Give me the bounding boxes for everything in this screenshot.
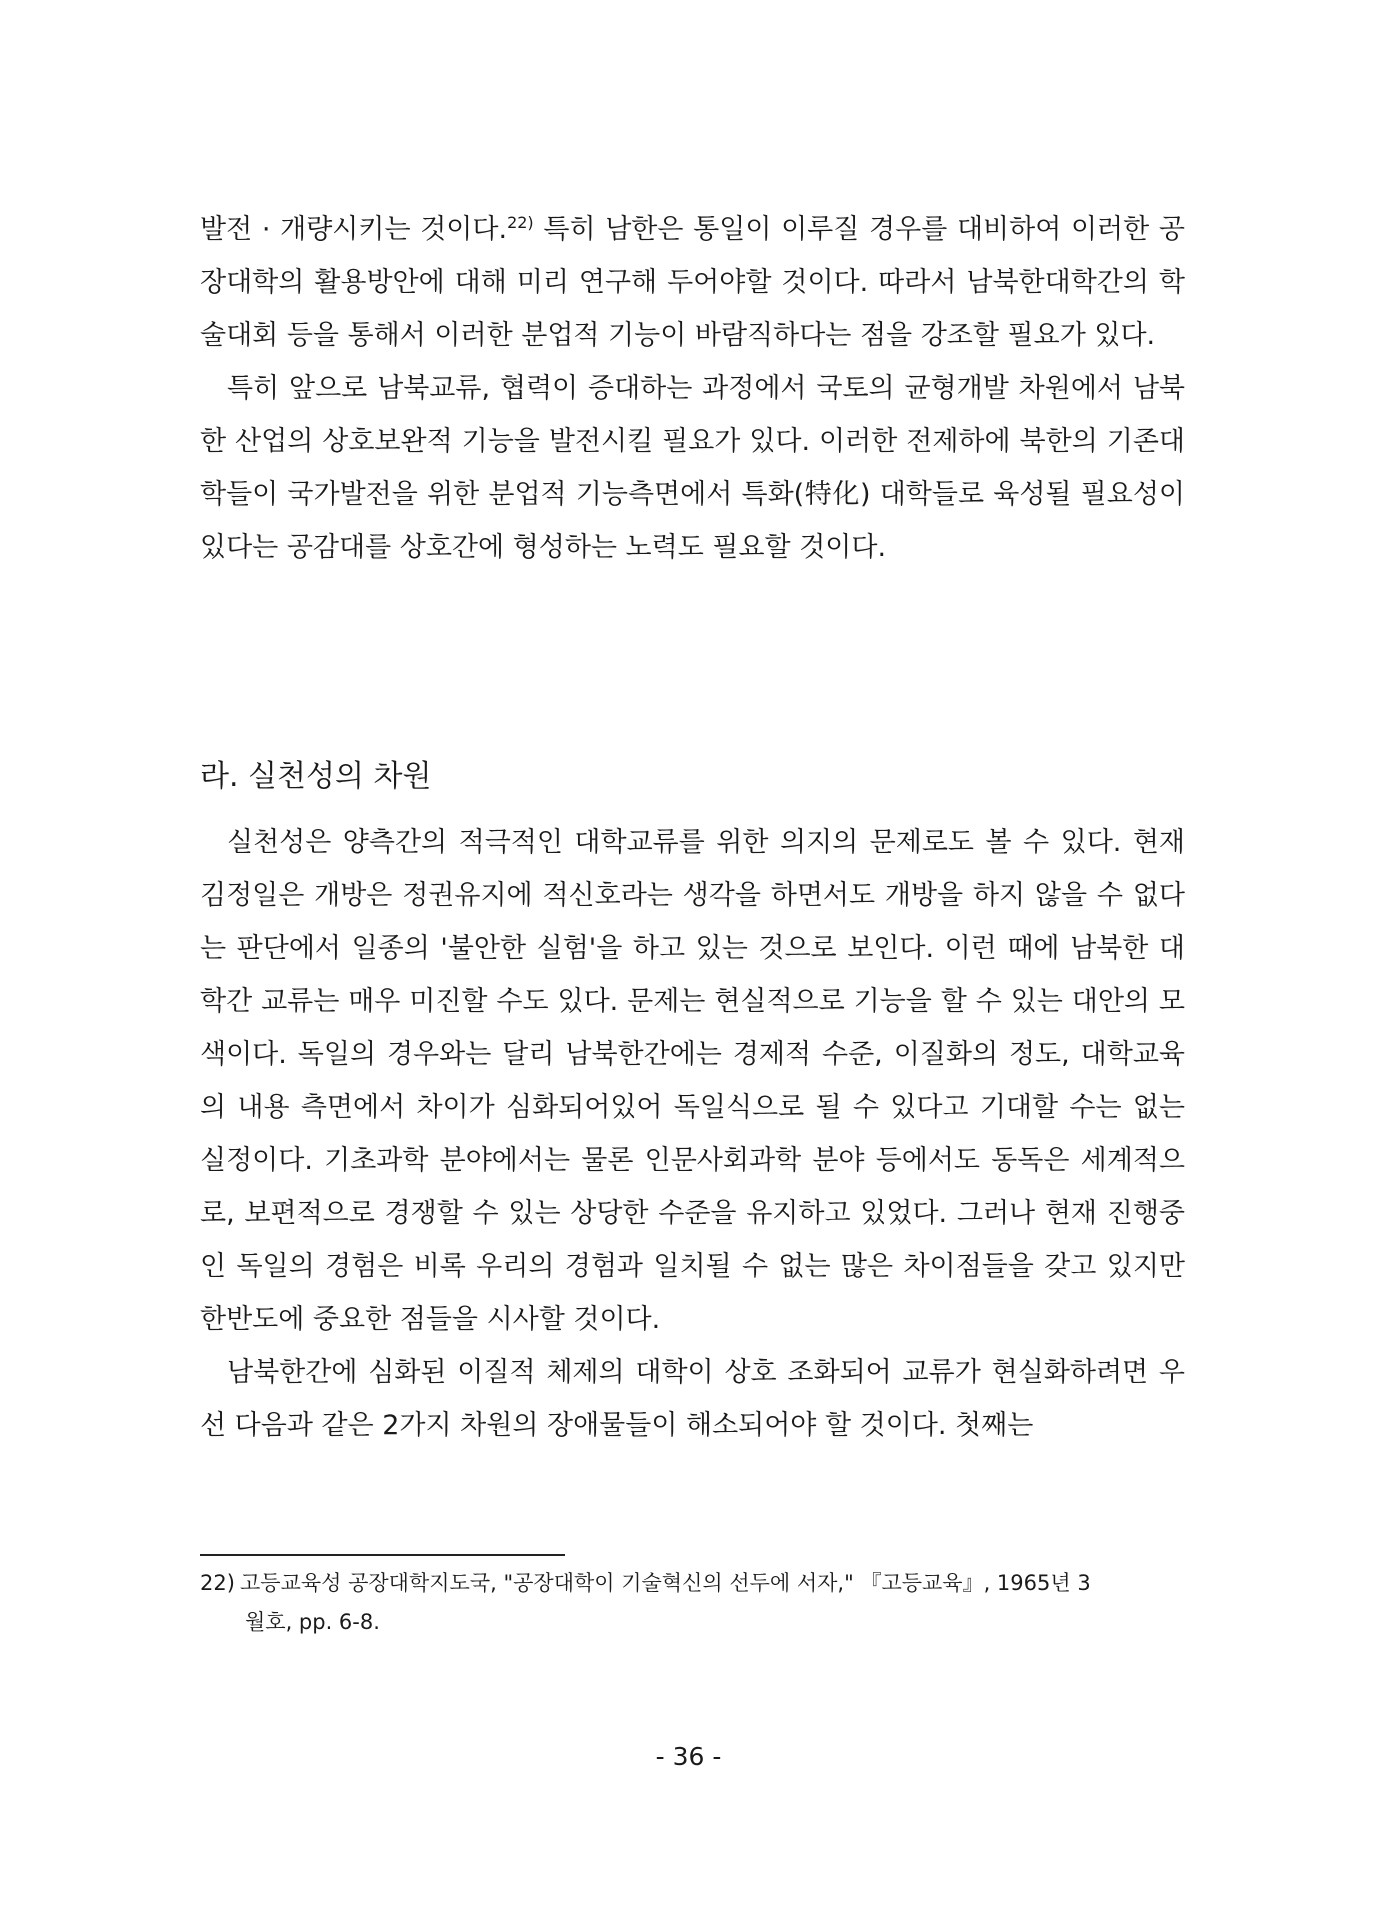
footnote-divider [200, 1554, 565, 1556]
paragraph-text-start: 발전 · 개량시키는 것이다. [200, 214, 508, 245]
section-heading: 라. 실천성의 차원 [200, 759, 432, 794]
footnote [200, 1564, 1185, 1642]
paragraph-text-rest: 특히 남한은 통일이 이루질 경우를 대비하여 이러한 공장대학의 활용방안에 대해 미리 연구해 두어야할 것이다. 따라서 남북한대학간의 학술대회 등을 통해서 이러한 분업적 기능이 바람직하다는 점을 강조할 필요가 있다. [200, 214, 1185, 351]
footnote-line [200, 1564, 1185, 1603]
footnote-reference: 22) [507, 213, 534, 232]
footnote-number: 22) [200, 1571, 235, 1595]
paragraph-continued [200, 203, 1185, 362]
paragraph: 남북한간에 심화된 이질적 체제의 대학이 상호 조화되어 교류가 현실화하려면 우선 다음과 같은 2가지 차원의 장애물들이 해소되어야 할 것이다. 첫째는 [200, 1357, 1185, 1441]
body-text-top [200, 203, 1185, 574]
footnote-text-continued: 월호, pp. 6-8. [245, 1610, 380, 1634]
footnote-text: 고등교육성 공장대학지도국, "공장대학이 기술혁신의 선두에 서자," 『고등교육』, 1965년 3 [240, 1571, 1091, 1595]
page-number: - 36 - [655, 1742, 722, 1771]
paragraph: 특히 앞으로 남북교류, 협력이 증대하는 과정에서 국토의 균형개발 차원에서 남북한 산업의 상호보완적 기능을 발전시킬 필요가 있다. 이러한 전제하에 북한의 기존대학들이 국가발전을 위한 분업적 기능측면에서 특화(特化) 대학들로 육성될 필요성이 있다는 공감대를 상호간에 형성하는 노력도 필요할 것이다. [200, 373, 1185, 563]
paragraph: 실천성은 양측간의 적극적인 대학교류를 위한 의지의 문제로도 볼 수 있다. 현재 김정일은 개방은 정권유지에 적신호라는 생각을 하면서도 개방을 하지 않을 수 없다는 판단에서 일종의 '불안한 실험'을 하고 있는 것으로 보인다. 이런 때에 남북한 대학간 교류는 매우 미진할 수도 있다. 문제는 현실적으로 기능을 할 수 있는 대안의 모색이다. 독일의 경우와는 달리 남북한간에는 경제적 수준, 이질화의 정도, 대학교육의 내용 측면에서 차이가 심화되어있어 독일식으로 될 수 있다고 기대할 수는 없는 실정이다. 기초과학 분야에서는 물론 인문사회과학 분야 등에서도 동독은 세계적으로, 보편적으로 경쟁할 수 있는 상당한 수준을 유지하고 있었다. 그러나 현재 진행중인 독일의 경험은 비록 우리의 경험과 일치될 수 없는 많은 차이점들을 갖고 있지만 한반도에 중요한 점들을 시사할 것이다. [200, 827, 1185, 1335]
body-text-section [200, 816, 1185, 1452]
